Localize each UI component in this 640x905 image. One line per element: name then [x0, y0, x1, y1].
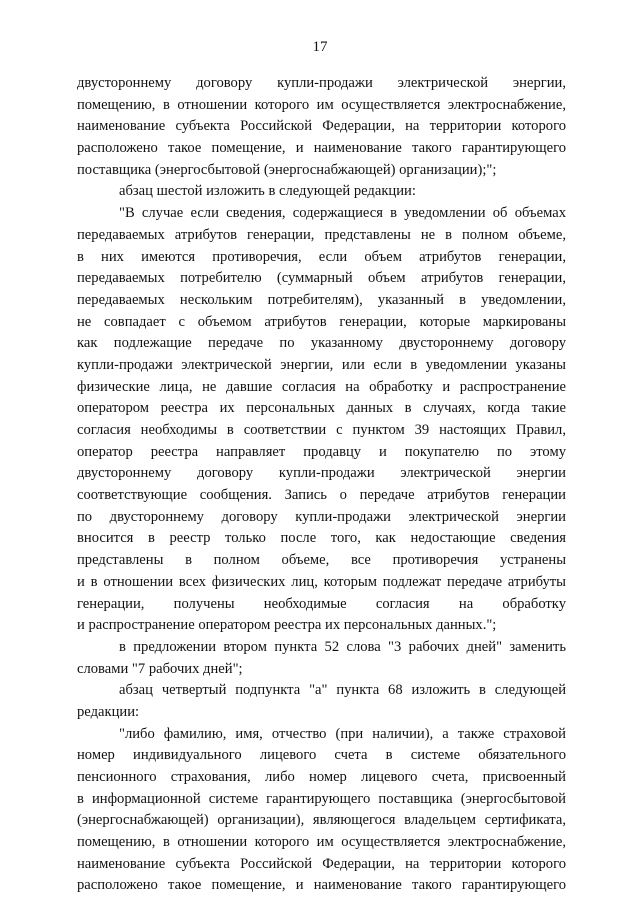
text-line: и в отношении всех физических лиц, которым подлежат передаче атрибуты	[77, 573, 566, 590]
body-text	[77, 73, 566, 897]
text-line: абзац четвертый подпункта "а" пункта 68 изложить в следующей	[119, 682, 566, 699]
text-line: двустороннему договору купли-продажи электрической энергии	[77, 465, 566, 482]
text-line: помещению, в отношении которого им осуществляется электроснабжение,	[77, 834, 566, 851]
text-line: передаваемых потребителю (суммарный объем атрибутов генерации,	[77, 270, 566, 287]
text-line: не совпадает с объемом атрибутов генерации, которые маркированы	[77, 313, 566, 330]
text-line: "либо фамилию, имя, отчество (при наличии), а также страховой	[119, 725, 566, 742]
text-line: пенсионного страхования, либо номер лицевого счета, присвоенный	[77, 769, 566, 785]
text-line: в предложении втором пункта 52 слова "3 рабочих дней" заменить	[119, 638, 566, 655]
text-line: редакции:	[77, 703, 140, 720]
page-number: 17	[312, 39, 328, 55]
text-line: как подлежащие передаче по указанному двустороннему договору	[77, 335, 566, 352]
text-line: купли-продажи электрической энергии, или если в уведомлении указаны	[77, 356, 566, 373]
text-line: расположено такое помещение, и наименование такого гарантирующего	[77, 877, 566, 894]
text-line: расположено такое помещение, и наименование такого гарантирующего	[77, 140, 566, 157]
text-line: абзац шестой изложить в следующей редакции:	[119, 183, 416, 200]
text-line: наименование субъекта Российской Федерации, на территории которого	[77, 855, 566, 872]
text-line: двустороннему договору купли-продажи электрической энергии,	[77, 75, 566, 91]
text-line: соответствующие сообщения. Запись о передаче атрибутов генерации	[77, 487, 566, 504]
text-line: согласия необходимы в соответствии с пунктом 39 настоящих Правил,	[77, 422, 566, 438]
text-line: номер индивидуального лицевого счета в системе обязательного	[77, 747, 566, 764]
text-line: оператор реестра направляет продавцу и покупателю по этому	[77, 443, 566, 460]
text-line: представлены в полном объеме, все противоречия устранены	[77, 552, 566, 569]
text-line: вносится в реестр только после того, как недостающие сведения	[77, 530, 566, 547]
text-line: передаваемых нескольким потребителям), указанный в уведомлении,	[77, 291, 566, 308]
text-line: и распространение оператором реестра их персональных данных.";	[77, 617, 497, 634]
text-line: помещению, в отношении которого им осуществляется электроснабжение,	[77, 96, 566, 113]
text-line: передаваемых атрибутов генерации, представлены не в полном объеме,	[77, 226, 566, 243]
text-line: по двустороннему договору купли-продажи электрической энергии	[77, 508, 566, 525]
text-line: "В случае если сведения, содержащиеся в уведомлении об объемах	[119, 205, 566, 222]
text-line: (энергоснабжающей) организации), являющегося владельцем сертификата,	[77, 812, 566, 829]
text-line: в информационной системе гарантирующего поставщика (энергосбытовой	[77, 790, 566, 807]
text-line: словами "7 рабочих дней";	[77, 660, 243, 677]
text-line: генерации, получены необходимые согласия на обработку	[77, 595, 566, 612]
text-line: физические лица, не давшие согласия на обработку и распространение	[77, 378, 566, 395]
text-line: оператором реестра их персональных данных в случаях, когда такие	[77, 400, 566, 417]
text-line: наименование субъекта Российской Федерации, на территории которого	[77, 118, 566, 135]
text-line: в них имеются противоречия, если объем атрибутов генерации,	[77, 248, 566, 265]
text-line: поставщика (энергосбытовой (энергоснабжающей) организации);";	[77, 161, 497, 178]
